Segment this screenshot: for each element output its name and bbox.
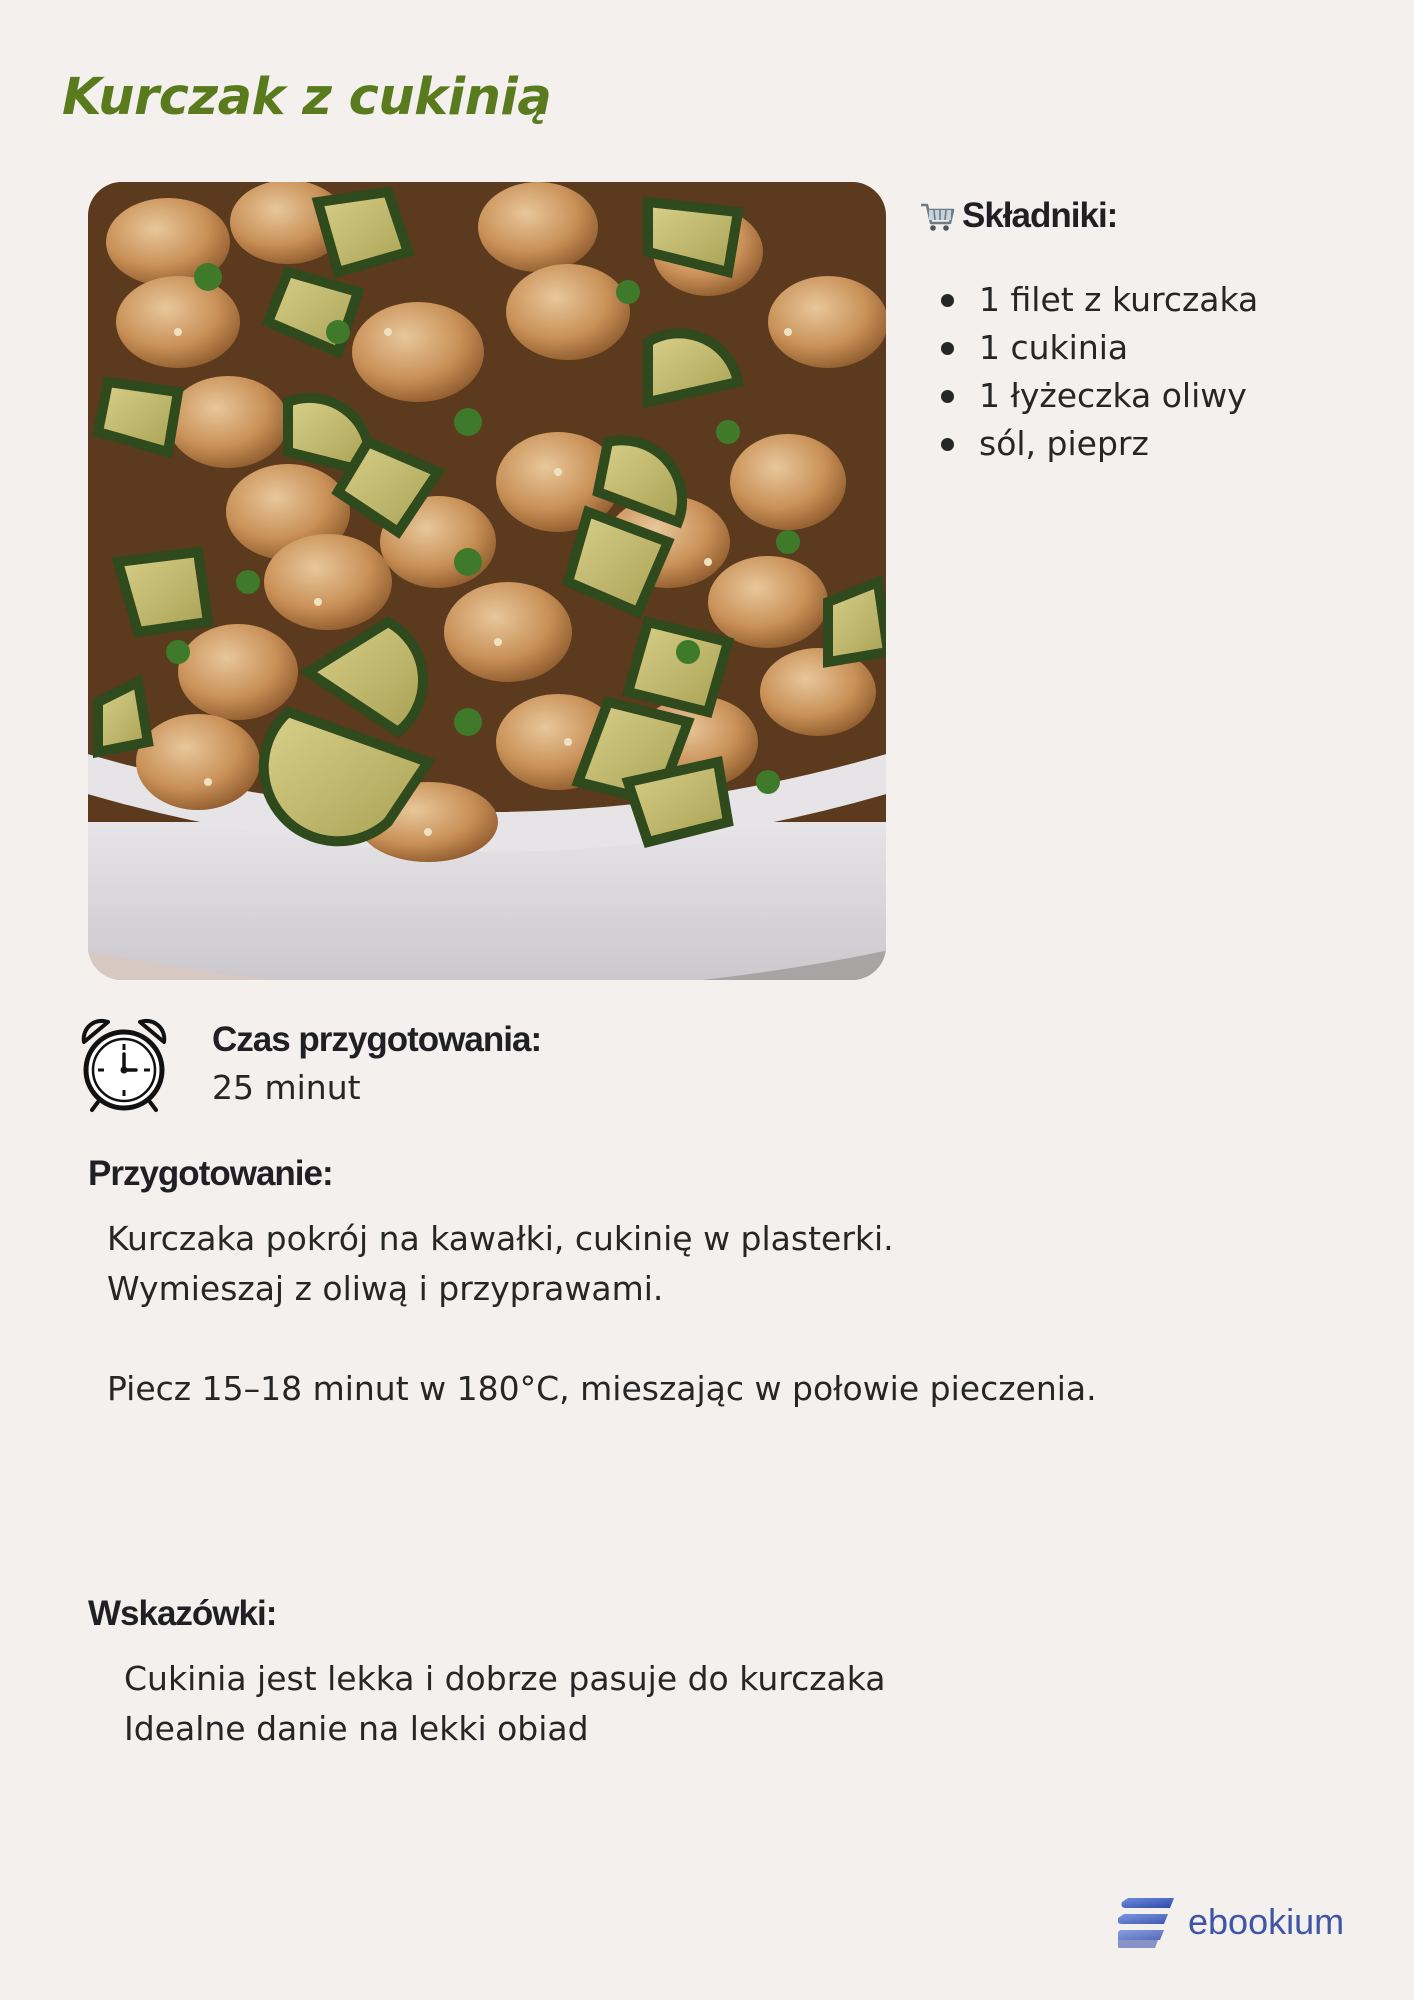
prep-time-label: Czas przygotowania: <box>212 1020 542 1059</box>
brand-logo <box>1118 1896 1344 1948</box>
paragraph-spacer <box>107 1314 1307 1364</box>
preparation-line: Piecz 15–18 minut w 180°C, mieszając w połowie pieczenia. <box>107 1369 1097 1408</box>
ingredients-list <box>918 276 1378 468</box>
ingredients-section <box>918 196 1378 468</box>
recipe-title: Kurczak z cukinią <box>62 68 552 127</box>
tips-list <box>124 1654 886 1754</box>
ingredient-text: 1 filet z kurczaka <box>979 280 1259 319</box>
ingredient-item <box>918 324 1378 372</box>
shopping-cart-icon <box>918 197 956 235</box>
ingredient-text: sól, pieprz <box>979 424 1149 463</box>
preparation-heading: Przygotowanie: <box>88 1154 333 1193</box>
ingredient-text: 1 cukinia <box>979 328 1129 367</box>
prep-time-value: 25 minut <box>212 1068 361 1107</box>
tip-item: Idealne danie na lekki obiad <box>124 1709 589 1748</box>
preparation-text <box>107 1214 1307 1414</box>
bullet-icon <box>941 342 954 355</box>
ingredients-heading: Składniki: <box>962 196 1118 235</box>
preparation-line: Kurczaka pokrój na kawałki, cukinię w plasterki. <box>107 1219 894 1258</box>
bullet-icon <box>941 390 954 403</box>
ingredient-item <box>918 276 1378 324</box>
tip-item: Cukinia jest lekka i dobrze pasuje do kurczaka <box>124 1659 886 1698</box>
ingredient-item <box>918 372 1378 420</box>
ingredients-header <box>918 196 1378 236</box>
ingredient-text: 1 łyżeczka oliwy <box>979 376 1247 415</box>
preparation-line: Wymieszaj z oliwą i przyprawami. <box>107 1269 664 1308</box>
alarm-clock-icon <box>76 1016 172 1114</box>
ingredient-item <box>918 420 1378 468</box>
bullet-icon <box>941 294 954 307</box>
ebookium-logo-icon <box>1118 1896 1176 1948</box>
dish-photo <box>88 182 886 980</box>
bullet-icon <box>941 438 954 451</box>
tips-heading: Wskazówki: <box>88 1594 277 1633</box>
brand-name: ebookium <box>1188 1901 1345 1942</box>
